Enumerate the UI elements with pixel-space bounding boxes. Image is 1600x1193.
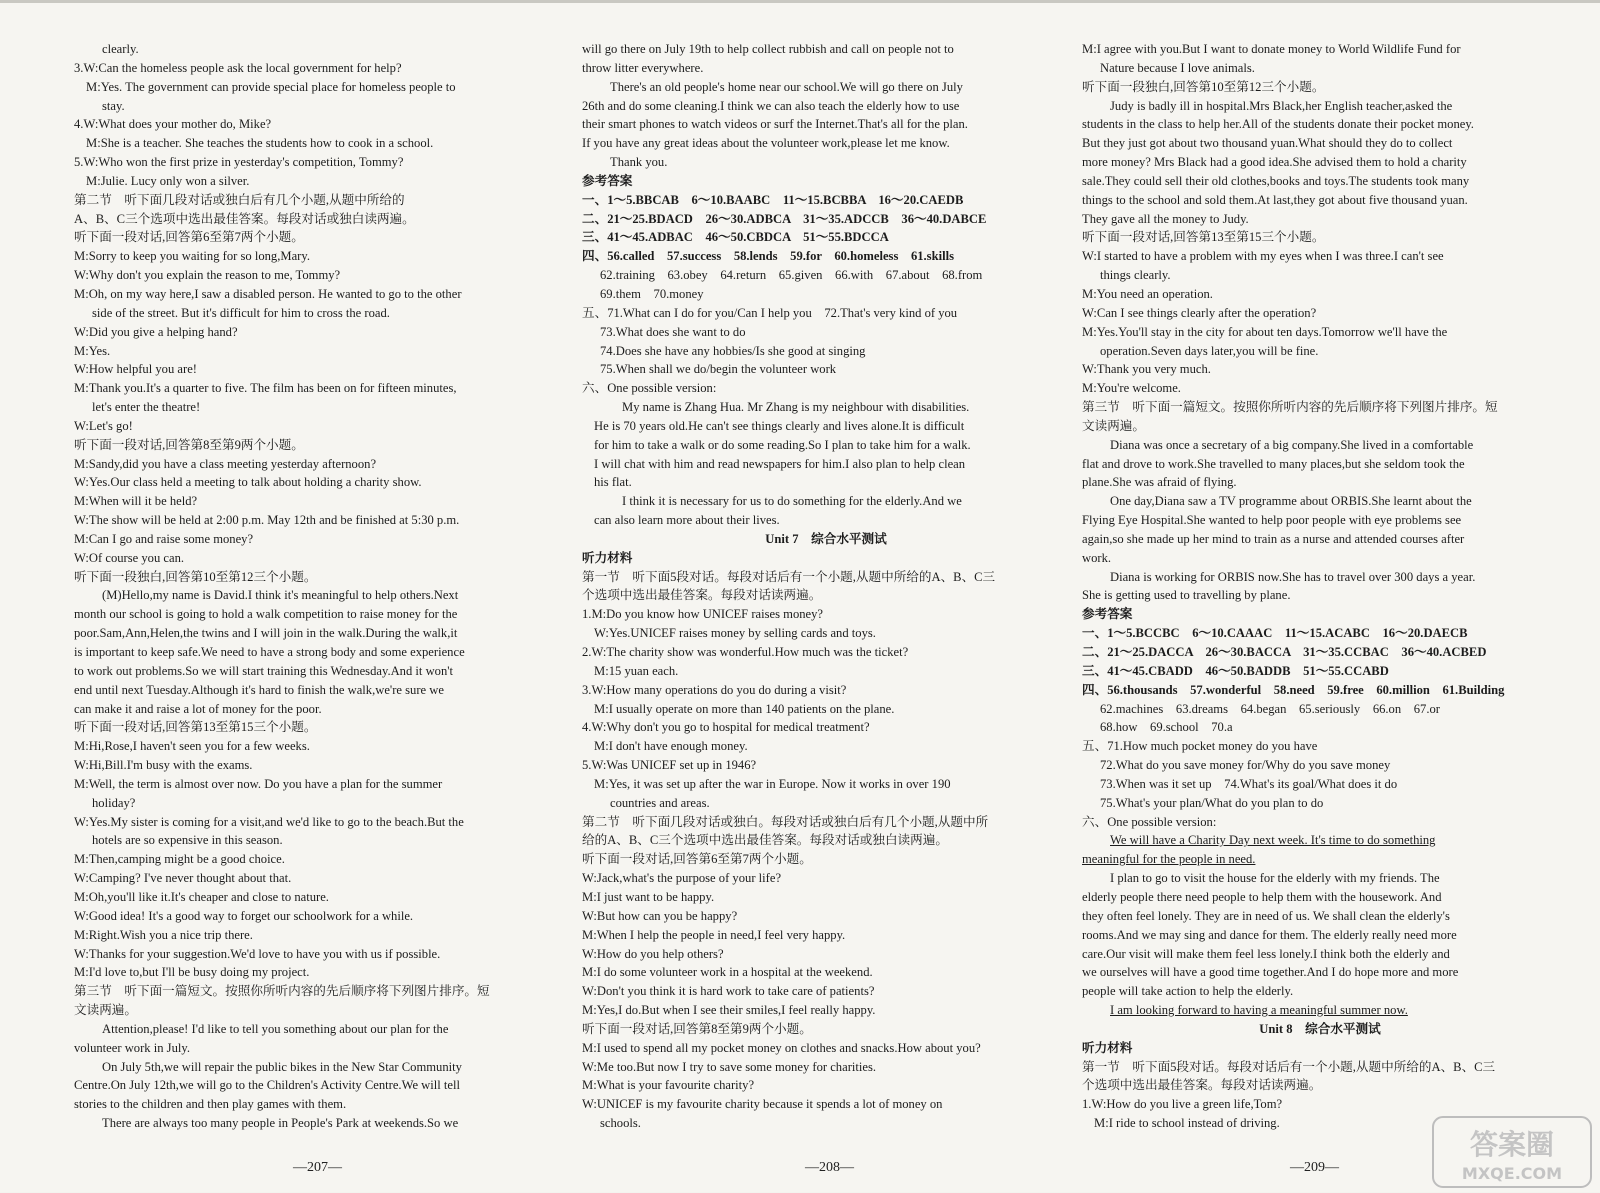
- text-line: There are always too many people in People's Park at weekends.So we: [102, 1116, 459, 1131]
- text-line: schools.: [600, 1116, 641, 1131]
- text-line: rooms.And we may sing and dance for them. The elderly really need more: [1082, 927, 1457, 942]
- text-line: students in the class to help her.All of the students donate their pocket money.: [1082, 117, 1474, 132]
- text-line: 第三节 听下面一篇短文。按照你所听内容的先后顺序将下列图片排序。短: [1082, 400, 1498, 415]
- text-line: can also learn more about their lives.: [594, 513, 780, 528]
- text-line: W:Good idea! It's a good way to forget our schoolwork for a while.: [74, 908, 414, 923]
- text-line: M:I usually operate on more than 140 patients on the plane.: [594, 701, 895, 716]
- text-line: people will take action to help the elderly.: [1082, 984, 1294, 999]
- text-line: end until next Tuesday.Although it's hard to finish the walk,we're sure we: [74, 682, 444, 697]
- text-line: to work out problems.So we will start training this Wednesday.And it won't: [74, 663, 454, 678]
- text-line: 第一节 听下面5段对话。每段对话后有一个小题,从题中所给的A、B、C三: [582, 569, 996, 584]
- text-line: more money? Mrs Black had a good idea.She advised them to hold a charity: [1082, 155, 1467, 170]
- text-line: 个选项中选出最佳答案。每段对话读两遍。: [1082, 1078, 1322, 1093]
- text-line: M:I do some volunteer work in a hospital at the weekend.: [582, 965, 873, 980]
- text-line: W:Can I see things clearly after the operation?: [1082, 305, 1317, 320]
- text-line: can make it and raise a lot of money for the poor.: [74, 701, 322, 716]
- text-line: M:Can I go and raise some money?: [74, 531, 254, 546]
- text-line: W:The show will be held at 2:00 p.m. May 12th and be finished at 5:30 p.m.: [74, 513, 460, 528]
- text-line: I think it is necessary for us to do something for the elderly.And we: [622, 494, 962, 509]
- text-line: they often feel lonely. They are in need of us. We shall clean the elderly's: [1082, 908, 1450, 923]
- text-line: Diana is working for ORBIS now.She has to travel over 300 days a year.: [1110, 569, 1476, 584]
- text-line: is important to keep safe.We need to have a strong body and some experience: [74, 645, 465, 659]
- text-line: 听下面一段独白,回答第10至第12三个小题。: [74, 569, 317, 584]
- text-line: stay.: [102, 98, 125, 113]
- text-line: 73.When was it set up 74.What's its goal/What does it do: [1100, 776, 1398, 791]
- text-line: We will have a Charity Day next week. It's time to do something: [1110, 833, 1436, 848]
- text-line: clearly.: [102, 42, 139, 56]
- text-line: M:I used to spend all my pocket money on clothes and snacks.How about you?: [582, 1040, 981, 1055]
- text-line: things clearly.: [1100, 268, 1171, 283]
- text-line: M:Oh, on my way here,I saw a disabled person. He wanted to go to the other: [74, 286, 462, 301]
- text-line: M:15 yuan each.: [594, 663, 679, 678]
- text-line: M:Right.Wish you a nice trip there.: [74, 927, 253, 942]
- text-line: volunteer work in July.: [74, 1040, 191, 1055]
- text-line: On July 5th,we will repair the public bikes in the New Star Community: [102, 1059, 462, 1074]
- text-line: 五、71.What can I do for you/Can I help you 72.That's very kind of you: [582, 305, 958, 320]
- text-line: M:I don't have enough money.: [594, 739, 748, 754]
- text-line: 5.W:Who won the first prize in yesterday's competition, Tommy?: [74, 155, 404, 170]
- text-line: W:Of course you can.: [74, 550, 185, 565]
- text-line: 3.W:Can the homeless people ask the local government for help?: [74, 60, 402, 75]
- text-line: M:Yes,I do.But when I see their smiles,I feel really happy.: [582, 1003, 876, 1018]
- text-line: 73.What does she want to do: [600, 324, 746, 339]
- text-line: their smart phones to watch videos or surf the Internet.That's all for the plan.: [582, 117, 968, 132]
- text-line: M:Well, the term is almost over now. Do you have a plan for the summer: [74, 776, 443, 791]
- text-line: W:UNICEF is my favourite charity because it spends a lot of money on: [582, 1097, 943, 1112]
- text-line: 个选项中选出最佳答案。每段对话读两遍。: [582, 588, 822, 603]
- text-line: M:Yes. The government can provide special place for homeless people to: [86, 79, 456, 94]
- watermark-top-text: 答案圈: [1469, 1128, 1555, 1161]
- text-line: holiday?: [92, 795, 136, 810]
- text-line: meaningful for the people in need.: [1082, 852, 1256, 867]
- text-line: 三、41～45.ADBAC 46～50.CBDCA 51～55.BDCCA: [582, 230, 889, 245]
- text-line: 第二节 听下面几段对话或独白。每段对话或独白后有几个小题,从题中所: [582, 814, 989, 829]
- text-line: M:You're welcome.: [1082, 381, 1181, 396]
- text-line: side of the street. But it's difficult for him to cross the road.: [92, 305, 390, 320]
- text-line: plane.She was afraid of flying.: [1082, 475, 1237, 490]
- text-line: 四、56.thousands 57.wonderful 58.need 59.free 60.million 61.Building: [1082, 682, 1505, 697]
- text-line: 75.When shall we do/begin the volunteer work: [600, 362, 837, 377]
- text-line: My name is Zhang Hua. Mr Zhang is my neighbour with disabilities.: [622, 400, 970, 415]
- text-line: work.: [1082, 550, 1112, 565]
- page-207-column: [74, 40, 564, 1148]
- text-line: flat and drove to work.She travelled to many places,but she seldom took the: [1082, 456, 1465, 471]
- text-line: 五、71.How much pocket money do you have: [1082, 739, 1318, 754]
- text-line: M:I just want to be happy.: [582, 889, 715, 904]
- text-line: 四、56.called 57.success 58.lends 59.for 60.homeless 61.skills: [582, 249, 954, 264]
- text-line: I plan to go to visit the house for the elderly with my friends. The: [1110, 871, 1440, 886]
- text-line: countries and areas.: [610, 795, 710, 810]
- text-line: stories to the children and then play games with them.: [74, 1097, 347, 1112]
- text-line: 六、One possible version:: [1082, 814, 1217, 829]
- text-line: throw litter everywhere.: [582, 60, 704, 75]
- text-line: month our school is going to hold a walk competition to raise money for the: [74, 607, 458, 622]
- text-line: Centre.On July 12th,we will go to the Children's Activity Centre.We will tell: [74, 1078, 461, 1093]
- text-line: 听下面一段对话,回答第6至第7两个小题。: [582, 852, 812, 867]
- text-line: M:Sorry to keep you waiting for so long,Mary.: [74, 249, 310, 264]
- text-line: W:I started to have a problem with my eyes when I was three.I can't see: [1082, 249, 1444, 264]
- text-line: M:I agree with you.But I want to donate money to World Wildlife Fund for: [1082, 42, 1461, 56]
- text-line: Judy is badly ill in hospital.Mrs Black,her English teacher,asked the: [1110, 98, 1453, 113]
- page-number-207: —207—: [293, 1160, 342, 1175]
- text-line: 参考答案: [582, 173, 633, 188]
- text-line: W:Hi,Bill.I'm busy with the exams.: [74, 758, 253, 773]
- text-line: for him to take a walk or do some reading.So I plan to take him for a walk.: [594, 437, 971, 452]
- text-line: hotels are so expensive in this season.: [92, 833, 283, 848]
- text-line: 第一节 听下面5段对话。每段对话后有一个小题,从题中所给的A、B、C三: [1082, 1059, 1496, 1074]
- text-line: care.Our visit will make them feel less lonely.I think both the elderly and: [1082, 946, 1450, 961]
- text-line: W:How helpful you are!: [74, 362, 197, 377]
- text-line: again,so she made up her mind to train as a nurse and attended courses after: [1082, 531, 1465, 546]
- text-line: M:Sandy,did you have a class meeting yesterday afternoon?: [74, 456, 377, 471]
- text-line: One day,Diana saw a TV programme about ORBIS.She learnt about the: [1110, 494, 1472, 509]
- text-line: 75.What's your plan/What do you plan to do: [1100, 795, 1324, 810]
- text-line: 62.machines 63.dreams 64.began 65.seriously 66.on 67.or: [1100, 701, 1440, 716]
- text-line: M:Yes, it was set up after the war in Europe. Now it works in over 190: [594, 776, 951, 791]
- text-line: 第二节 听下面几段对话或独白后有几个小题,从题中所给的: [74, 192, 405, 207]
- text-line: we ourselves will have a good time together.And I do hope more and more: [1082, 965, 1459, 980]
- text-line: 听下面一段对话,回答第8至第9两个小题。: [74, 437, 304, 452]
- text-line: M:You need an operation.: [1082, 286, 1213, 301]
- text-line: I am looking forward to having a meaningful summer now.: [1110, 1003, 1408, 1018]
- text-line: M:I ride to school instead of driving.: [1094, 1116, 1280, 1131]
- text-line: W:Thanks for your suggestion.We'd love to have you with us if possible.: [74, 946, 441, 961]
- text-line: Nature because I love animals.: [1100, 60, 1255, 75]
- text-line: M:Yes.You'll stay in the city for about ten days.Tomorrow we'll have the: [1082, 324, 1448, 339]
- text-line: 三、41～45.CBADD 46～50.BADDB 51～55.CCABD: [1082, 663, 1389, 678]
- text-line: 72.What do you save money for/Why do you save money: [1100, 758, 1391, 773]
- text-line: I will chat with him and read newspapers for him.I also plan to help clean: [594, 456, 966, 471]
- text-line: 听下面一段对话,回答第6至第7两个小题。: [74, 230, 304, 245]
- text-line: She is getting used to travelling by plane.: [1082, 588, 1291, 603]
- text-line: 文读两遍。: [74, 1003, 137, 1018]
- text-line: let's enter the theatre!: [92, 400, 201, 415]
- text-line: 听下面一段对话,回答第13至第15三个小题。: [1082, 230, 1325, 245]
- text-line: W:Yes.My sister is coming for a visit,and we'd like to go to the beach.But the: [74, 814, 464, 829]
- text-line: W:How do you help others?: [582, 946, 724, 961]
- text-line: 68.how 69.school 70.a: [1100, 720, 1233, 735]
- text-line: W:Camping? I've never thought about that.: [74, 871, 292, 886]
- text-line: 二、21～25.DACCA 26～30.BACCA 31～35.CCBAC 36～40.ACBED: [1082, 645, 1487, 659]
- text-line: Attention,please! I'd like to tell you something about our plan for the: [102, 1021, 449, 1036]
- text-line: 74.Does she have any hobbies/Is she good at singing: [600, 343, 866, 358]
- text-line: 62.training 63.obey 64.return 65.given 66.with 67.about 68.from: [600, 268, 983, 283]
- text-line: 5.W:Was UNICEF set up in 1946?: [582, 758, 757, 773]
- text-line: 26th and do some cleaning.I think we can also teach the elderly how to use: [582, 98, 960, 113]
- text-line: 听力材料: [582, 550, 633, 565]
- text-line: 听下面一段对话,回答第13至第15三个小题。: [74, 720, 317, 735]
- text-line: If you have any great ideas about the volunteer work,please let me know.: [582, 136, 950, 151]
- text-line: 二、21～25.BDACD 26～30.ADBCA 31～35.ADCCB 36～40.DABCE: [582, 211, 987, 226]
- text-line: 69.them 70.money: [600, 286, 704, 301]
- text-line: W:Let's go!: [74, 418, 133, 433]
- top-border: [0, 0, 1600, 3]
- text-line: 1.W:How do you live a green life,Tom?: [1082, 1097, 1283, 1112]
- text-line: W:But how can you be happy?: [582, 908, 738, 923]
- text-line: M:Hi,Rose,I haven't seen you for a few weeks.: [74, 739, 310, 754]
- text-line: M:Julie. Lucy only won a silver.: [86, 173, 250, 188]
- text-line: 六、One possible version:: [582, 381, 717, 396]
- text-line: M:When will it be held?: [74, 494, 198, 509]
- text-line: M:What is your favourite charity?: [582, 1078, 755, 1093]
- text-line: A、B、C三个选项中选出最佳答案。每段对话或独白读两遍。: [74, 211, 415, 226]
- text-line: 参考答案: [1082, 607, 1133, 622]
- text-line: 听下面一段独白,回答第10至第12三个小题。: [1082, 79, 1325, 94]
- text-line: W:Why don't you explain the reason to me, Tommy?: [74, 268, 341, 283]
- text-line: 一、1～5.BCCBC 6～10.CAAAC 11～15.ACABC 16～20.DAECB: [1082, 626, 1468, 641]
- text-line: 2.W:The charity show was wonderful.How much was the ticket?: [582, 645, 909, 659]
- text-line: 4.W:Why don't you go to hospital for medical treatment?: [582, 720, 870, 735]
- text-line: Unit 8 综合水平测试: [1259, 1021, 1381, 1036]
- text-line: Diana was once a secretary of a big company.She lived in a comfortable: [1110, 437, 1474, 452]
- text-line: W:Me too.But now I try to save some money for charities.: [582, 1059, 877, 1074]
- text-line: He is 70 years old.He can't see things clearly and lives alone.It is difficult: [594, 418, 965, 433]
- text-line: W:Jack,what's the purpose of your life?: [582, 871, 782, 886]
- text-line: Thank you.: [610, 155, 668, 170]
- text-line: 给的A、B、C三个选项中选出最佳答案。每段对话或独白读两遍。: [582, 833, 948, 848]
- text-line: (M)Hello,my name is David.I think it's meaningful to help others.Next: [102, 588, 459, 603]
- text-line: 听下面一段对话,回答第8至第9两个小题。: [582, 1021, 812, 1036]
- text-line: W:Don't you think it is hard work to take care of patients?: [582, 984, 875, 999]
- text-line: M:Oh,you'll like it.It's cheaper and close to nature.: [74, 889, 329, 904]
- text-line: M:I'd love to,but I'll be busy doing my project.: [74, 965, 310, 980]
- page-number-208: —208—: [805, 1160, 854, 1175]
- page-number-209: —209—: [1290, 1160, 1339, 1175]
- text-line: 听力材料: [1082, 1040, 1133, 1055]
- text-line: W:Thank you very much.: [1082, 362, 1211, 377]
- text-line: 3.W:How many operations do you do during a visit?: [582, 682, 847, 697]
- text-line: elderly people there need people to help them with the housework. And: [1082, 889, 1442, 904]
- text-line: M:Yes.: [74, 343, 111, 358]
- text-line: W:Did you give a helping hand?: [74, 324, 238, 339]
- page-209-column: [1082, 40, 1558, 1148]
- text-line: 文读两遍。: [1082, 418, 1145, 433]
- text-line: things to the school and sold them.At last,they got about five thousand yuan.: [1082, 192, 1468, 207]
- text-line: 一、1～5.BBCAB 6～10.BAABC 11～15.BCBBA 16～20.CAEDB: [582, 192, 964, 207]
- text-line: W:Yes.Our class held a meeting to talk about holding a charity show.: [74, 475, 422, 490]
- text-line: M:When I help the people in need,I feel very happy.: [582, 927, 846, 942]
- text-line: M:She is a teacher. She teaches the students how to cook in a school.: [86, 136, 434, 151]
- text-line: But they just got about two thousand yuan.What should they do to collect: [1082, 136, 1453, 151]
- text-line: M:Thank you.It's a quarter to five. The film has been on for fifteen minutes,: [74, 381, 457, 396]
- text-line: M:Then,camping might be a good choice.: [74, 852, 285, 867]
- watermark-bottom-text: MXQE.COM: [1461, 1164, 1563, 1183]
- text-line: 4.W:What does your mother do, Mike?: [74, 117, 272, 132]
- site-watermark-logo: [1432, 1116, 1592, 1188]
- text-line: will go there on July 19th to help collect rubbish and call on people not to: [582, 42, 954, 56]
- text-line: There's an old people's home near our school.We will go there on July: [610, 79, 963, 94]
- text-line: sale.They could sell their old clothes,books and toys.The students took many: [1082, 173, 1470, 188]
- text-line: Flying Eye Hospital.She wanted to help poor people with eye problems see: [1082, 513, 1462, 528]
- text-line: They gave all the money to Judy.: [1082, 211, 1249, 226]
- text-line: operation.Seven days later,you will be fine.: [1100, 343, 1319, 358]
- page-208-column: [582, 40, 1070, 1148]
- text-line: his flat.: [594, 475, 632, 490]
- text-line: 1.M:Do you know how UNICEF raises money?: [582, 607, 824, 622]
- text-line: 第三节 听下面一篇短文。按照你所听内容的先后顺序将下列图片排序。短: [74, 984, 490, 999]
- text-line: W:Yes.UNICEF raises money by selling cards and toys.: [594, 626, 876, 641]
- text-line: poor.Sam,Ann,Helen,the twins and I will join in the walk.During the walk,it: [74, 626, 458, 641]
- text-line: Unit 7 综合水平测试: [765, 531, 887, 546]
